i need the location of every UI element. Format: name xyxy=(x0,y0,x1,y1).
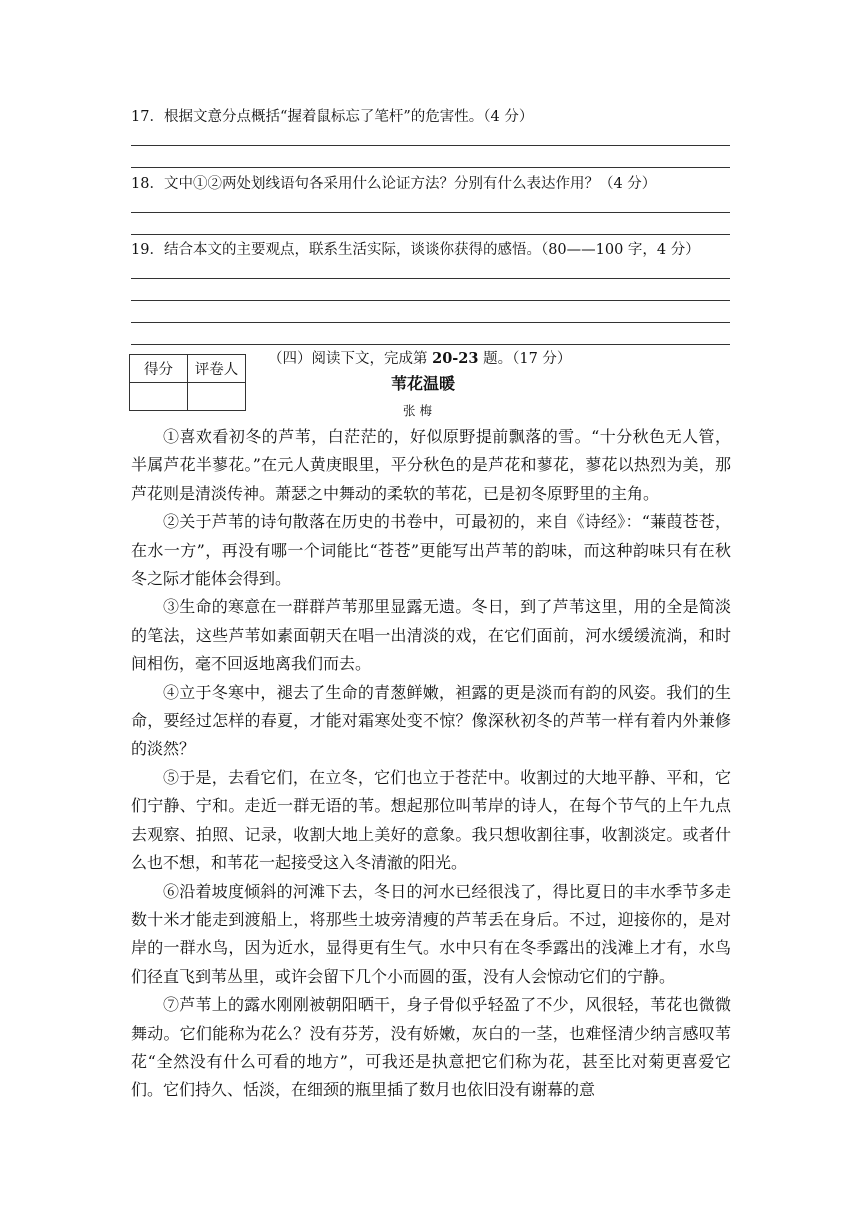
article-title: 苇花温暖 xyxy=(391,374,456,393)
answer-line xyxy=(131,300,730,301)
paragraph-5: ⑤于是，去看它们，在立冬，它们也立于苍茫中。收割过的大地平静、平和，它们宁静、宁和。走近一群无语的苇。想起那位叫苇岸的诗人，在每个节气的上午九点去观察、拍照、记录，收割大地上美好的意象。我只想收割往事，收割淡定。或者什么也不想，和苇花一起接受这入冬清澈的阳光。 xyxy=(131,767,731,873)
answer-line xyxy=(131,344,730,345)
question-19: 19．结合本文的主要观点，联系生活实际，谈谈你获得的感悟。（80——100 字，4 分） xyxy=(131,242,700,258)
answer-line xyxy=(131,167,730,168)
paragraph-7: ⑦芦苇上的露水刚刚被朝阳晒干，身子骨似乎轻盈了不少，风很轻，苇花也微微舞动。它们能称为花么？没有芬芳，没有娇嫩，灰白的一茎，也难怪清少纳言感叹苇花“全然没有什么可看的地方”，可我还是执意把它们称为花，甚至比对菊更喜爱它们。它们持久、恬淡，在细颈的瓶里插了数月也依旧没有谢幕的意 xyxy=(131,995,731,1100)
paragraph-2: ②关于芦苇的诗句散落在历史的书卷中，可最初的，来自《诗经》：“蒹葭苍苍，在水一方”，再没有哪一个词能比“苍苍”更能写出芦苇的韵味，而这种韵味只有在秋冬之际才能体会得到。 xyxy=(131,512,731,589)
answer-line xyxy=(131,322,730,323)
section-intro-prefix: （四）阅读下文，完成第 xyxy=(268,351,433,367)
article-body xyxy=(131,423,731,1105)
paragraph-3: ③生命的寒意在一群群芦苇那里显露无遗。冬日，到了芦苇这里，用的全是简淡的笔法，这些芦苇如素面朝天在唱一出清淡的戏，在它们面前，河水缓缓流淌，和时间相伤，毫不回返地离我们而去。 xyxy=(131,597,731,674)
question-18: 18．文中①②两处划线语句各采用什么论证方法？分别有什么表达作用？（4 分） xyxy=(131,176,657,192)
paragraph-6: ⑥沿着坡度倾斜的河滩下去，冬日的河水已经很浅了，得比夏日的丰水季节多走数十米才能走到渡船上，将那些土坡旁清瘦的芦苇丢在身后。不过，迎接你的，是对岸的一群水鸟，因为近水，显得更有生气。水中只有在冬季露出的浅滩上才有，水鸟们径直飞到苇丛里，或许会留下几个小而圆的蛋，没有人会惊动它们的宁静。 xyxy=(131,881,731,986)
article-author: 张 梅 xyxy=(403,403,432,418)
question-17: 17．根据文意分点概括“握着鼠标忘了笔杆”的危害性。（4 分） xyxy=(131,109,534,125)
answer-line xyxy=(131,234,730,235)
score-label: 得分 xyxy=(130,355,188,383)
paragraph-4: ④立于冬寒中，褪去了生命的青葱鲜嫩，袒露的更是淡而有韵的风姿。我们的生命，要经过怎样的春夏，才能对霜寒处变不惊？像深秋初冬的芦苇一样有着内外兼修的淡然？ xyxy=(131,682,731,759)
score-table xyxy=(129,354,246,411)
section-intro xyxy=(268,349,571,369)
section-intro-range: 20-23 xyxy=(432,350,479,367)
score-cell[interactable] xyxy=(130,383,188,411)
answer-line xyxy=(131,212,730,213)
grader-label: 评卷人 xyxy=(188,355,246,383)
answer-line xyxy=(131,278,730,279)
answer-line xyxy=(131,145,730,146)
grader-cell[interactable] xyxy=(188,383,246,411)
section-intro-suffix: 题。（17 分） xyxy=(478,351,572,367)
paragraph-1: ①喜欢看初冬的芦苇，白茫茫的，好似原野提前飘落的雪。“十分秋色无人管，半属芦花半蓼花。”在元人黄庚眼里，平分秋色的是芦花和蓼花，蓼花以热烈为美，那芦花则是清淡传神。萧瑟之中舞动的柔软的苇花，已是初冬原野里的主角。 xyxy=(131,427,731,503)
